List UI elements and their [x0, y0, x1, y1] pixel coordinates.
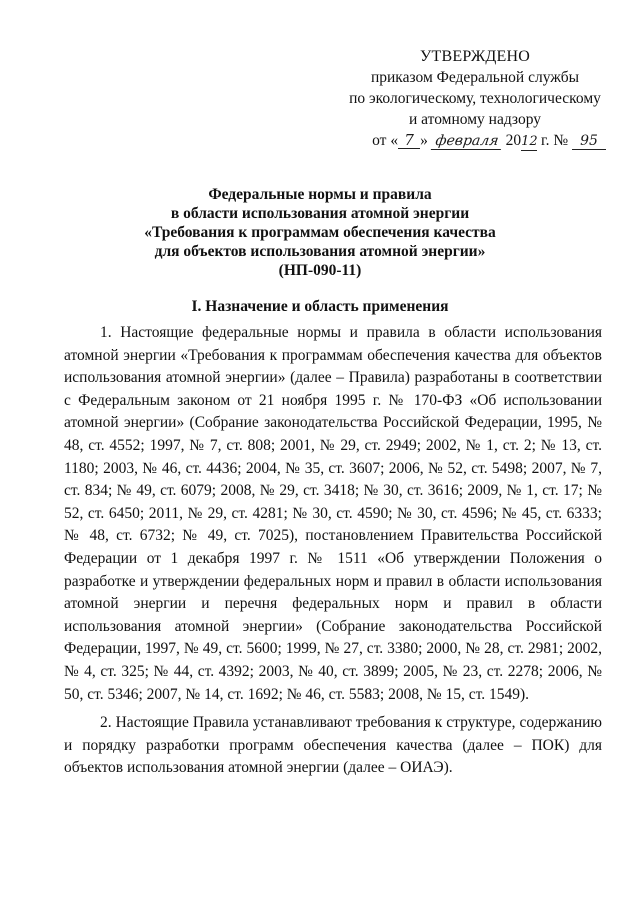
approval-block	[340, 46, 610, 151]
date-prefix: от «	[372, 132, 399, 149]
document-title	[0, 185, 640, 280]
approval-line-1: приказом Федеральной службы	[370, 69, 580, 86]
approval-date-line	[340, 130, 610, 151]
document-code: (НП-090-11)	[278, 262, 362, 279]
approval-line-3: и атомному надзору	[409, 111, 541, 128]
date-quote-close: »	[420, 132, 428, 149]
paragraph-1: 1. Настоящие федеральные нормы и правила в области использования атомной энергии «Требования к программам обеспечения качества для объектов использования атомной энергии» (далее – Правила) разработаны в соответствии с Федеральным законом от 21 ноября 1995 г. № 170-ФЗ «Об использовании атомной энергии» (Собрание законодательства Российской Федерации, 1995, № 48, ст. 4552; 1997, № 7, ст. 808; 2001, № 29, ст. 2949; 2002, № 1, ст. 2; № 13, ст. 1180; 2003, № 46, ст. 4436; 2004, № 35, ст. 3607; 2006, № 52, ст. 5498; 2007, № 7, ст. 834; № 49, ст. 6079; 2008, № 29, ст. 3418; № 30, ст. 3616; 2009, № 1, ст. 17; № 52, ст. 6450; 2011, № 29, ст. 4281; № 30, ст. 4590; № 30, ст. 4596; № 45, ст. 6333; № 48, ст. 6732; № 49, ст. 7025), постановлением Правительства Российской Федерации от 1 декабря 1997 г. № 1511 «Об утверждении Положения о разработке и утверждении федеральных норм и правил в области использования атомной энергии и перечня федеральных норм и правил в области использования атомной энергии» (Собрание законодательства Российской Федерации, 1997, № 49, ст. 5600; 1999, № 27, ст. 3380; 2000, № 28, ст. 2981; 2002, № 4, ст. 325; № 44, ст. 4392; 2003, № 40, ст. 3899; 2005, № 23, ст. 2278; 2006, № 50, ст. 5346; 2007, № 14, ст. 1692; № 46, ст. 5583; 2008, № 15, ст. 1549).	[64, 324, 602, 703]
title-line: Федеральные нормы и правила	[208, 186, 432, 203]
title-line: «Требования к программам обеспечения качества	[144, 224, 496, 241]
year-prefix: 20	[505, 132, 522, 149]
approval-title: УТВЕРЖДЕНО	[419, 48, 530, 65]
handwritten-month: февраля	[431, 133, 503, 150]
title-line: для объектов использования атомной энергии»	[154, 243, 486, 260]
handwritten-order-number: 95	[572, 133, 606, 150]
document-body	[64, 322, 602, 780]
approval-line-2: по экологическому, технологическому	[349, 90, 601, 107]
title-line: в области использования атомной энергии	[170, 205, 470, 222]
paragraph-2: 2. Настоящие Правила устанавливают требования к структуре, содержанию и порядку разработки программ обеспечения качества (далее – ПОК) для объектов использования атомной энергии (далее – ОИАЭ).	[64, 714, 602, 777]
handwritten-day: 7	[398, 132, 420, 149]
handwritten-year: 12	[521, 134, 538, 149]
year-label: г. №	[537, 132, 572, 149]
section-title: I. Назначение и область применения	[191, 298, 449, 315]
